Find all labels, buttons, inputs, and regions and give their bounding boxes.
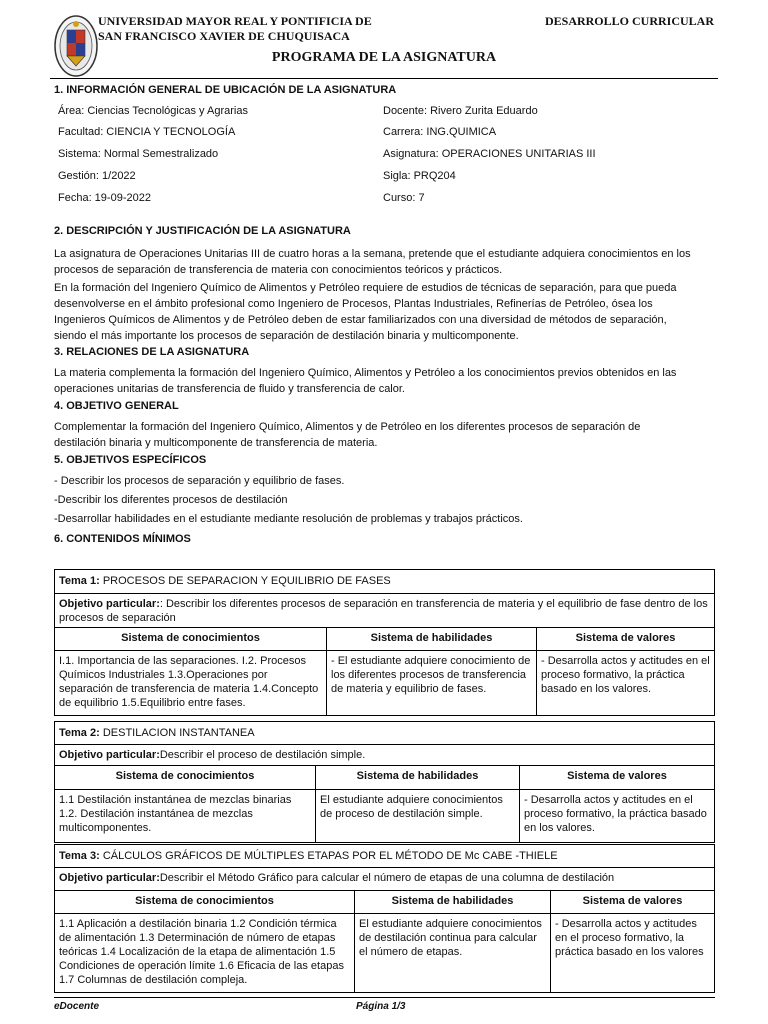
column-header-valores: Sistema de valores bbox=[575, 632, 676, 644]
topic-3-title-row bbox=[55, 845, 714, 868]
section-4-title: 4. OBJETIVO GENERAL bbox=[54, 400, 179, 412]
info-curso: Curso: 7 bbox=[383, 192, 425, 204]
university-line-2: SAN FRANCISCO XAVIER DE CHUQUISACA bbox=[98, 29, 350, 43]
topic-label: Tema 2: bbox=[59, 727, 100, 739]
valores-cell: - Desarrolla actos y actitudes en el proceso formativo, la práctica basado en los valores. bbox=[541, 655, 710, 695]
topic-2-table bbox=[54, 721, 715, 843]
text-line: La materia complementa la formación del Ingeniero Químico, Alimentos y Petróleo a los conocimientos previos obtenidos en las bbox=[54, 367, 677, 379]
info-asignatura: Asignatura: OPERACIONES UNITARIAS III bbox=[383, 148, 596, 160]
specific-objective-item: -Describir los diferentes procesos de destilación bbox=[54, 494, 288, 506]
valores-cell: - Desarrolla actos y actitudes en el proceso formativo, la práctica basado en los valores. bbox=[524, 794, 707, 834]
topic-2-title-row bbox=[55, 722, 714, 745]
objective-label: Objetivo particular: bbox=[59, 872, 160, 884]
text-line: siendo el más importante los procesos de separación de destilación binaria y multicomponente. bbox=[54, 330, 519, 342]
topic-name: CÁLCULOS GRÁFICOS DE MÚLTIPLES ETAPAS POR EL MÉTODO DE Mc CABE -THIELE bbox=[102, 850, 558, 862]
section-2-title: 2. DESCRIPCIÓN Y JUSTIFICACIÓN DE LA ASIGNATURA bbox=[54, 225, 351, 237]
info-docente: Docente: Rivero Zurita Eduardo bbox=[383, 105, 538, 117]
column-header-conocimientos: Sistema de conocimientos bbox=[55, 628, 327, 650]
conocimientos-cell: 1.1 Aplicación a destilación binaria 1.2 Condición térmica de alimentación 1.3 Determinación de número de etapas teóricas 1.4 Localización de la etapa de alimentación 1.5 Condiciones de operación límite 1.6 Eficacia de las etapas 1.7 Columnas de destilación compleja. bbox=[55, 914, 355, 992]
topic-label: Tema 1: bbox=[59, 575, 100, 587]
text-line: La asignatura de Operaciones Unitarias III de cuatro horas a la semana, pretende que el estudiante adquiera conocimientos en los bbox=[54, 248, 691, 260]
info-carrera: Carrera: ING.QUIMICA bbox=[383, 126, 497, 138]
column-header-habilidades: Sistema de habilidades bbox=[316, 766, 520, 789]
topic-3-objective-row bbox=[55, 868, 714, 891]
university-seal-icon bbox=[54, 14, 98, 78]
topic-1-title-row bbox=[55, 570, 714, 594]
topic-name: PROCESOS DE SEPARACION Y EQUILIBRIO DE FASES bbox=[102, 575, 391, 587]
column-header-conocimientos: Sistema de conocimientos bbox=[55, 891, 355, 913]
text-line: Ingenieros Químicos de Alimentos y de Petróleo deben de estar familiarizados con una diversidad de métodos de separación, bbox=[54, 314, 667, 326]
topic-2-header-row bbox=[55, 766, 714, 790]
info-sistema: Sistema: Normal Semestralizado bbox=[58, 148, 219, 160]
department-label: DESARROLLO CURRICULAR bbox=[544, 14, 714, 28]
description-paragraph-2 bbox=[54, 280, 715, 344]
topic-1-content-row bbox=[55, 651, 714, 715]
text-line: En la formación del Ingeniero Químico de Alimentos y Petróleo requiere de estudios de técnicas de separación, para que pueda bbox=[54, 282, 677, 294]
info-fecha: Fecha: 19-09-2022 bbox=[58, 192, 151, 204]
footer-divider bbox=[54, 997, 715, 998]
conocimientos-cell: 1.1 Destilación instantánea de mezclas binarias 1.2. Destilación instantánea de mezclas multicomponentes. bbox=[55, 790, 316, 842]
valores-cell: - Desarrolla actos y actitudes en el proceso formativo, la práctica basado en los valores bbox=[555, 918, 704, 958]
page-header bbox=[50, 10, 718, 82]
topic-2-objective-row bbox=[55, 745, 714, 766]
objective-text: Describir el proceso de destilación simple. bbox=[159, 749, 366, 761]
column-header-conocimientos: Sistema de conocimientos bbox=[55, 766, 316, 789]
text-line: Complementar la formación del Ingeniero Químico, Alimentos y de Petróleo en los diferentes procesos de separación de bbox=[54, 421, 641, 433]
section-5-title: 5. OBJETIVOS ESPECÍFICOS bbox=[54, 454, 207, 466]
text-line: operaciones unitarias de transferencia de fluido y transferencia de calor. bbox=[54, 383, 405, 395]
info-gestion: Gestión: 1/2022 bbox=[58, 170, 136, 182]
relations-paragraph bbox=[54, 365, 715, 397]
objective-text: Describir el Método Gráfico para calcular el número de etapas de una columna de destilación bbox=[159, 872, 615, 884]
topic-3-content-row bbox=[55, 914, 714, 992]
topic-label: Tema 3: bbox=[59, 850, 100, 862]
habilidades-cell: - El estudiante adquiere conocimiento de los diferentes procesos de transferencia de materia y equilibrio de fases. bbox=[327, 651, 537, 715]
page-title: PROGRAMA DE LA ASIGNATURA bbox=[271, 50, 497, 65]
topic-3-table bbox=[54, 844, 715, 993]
info-area: Área: Ciencias Tecnológicas y Agrarias bbox=[58, 105, 248, 117]
objective-label: Objetivo particular: bbox=[59, 749, 160, 761]
info-facultad: Facultad: CIENCIA Y TECNOLOGÍA bbox=[58, 126, 236, 138]
section-3-title: 3. RELACIONES DE LA ASIGNATURA bbox=[54, 346, 250, 358]
description-paragraph-1 bbox=[54, 246, 715, 278]
header-divider bbox=[50, 78, 718, 79]
column-header-habilidades: Sistema de habilidades bbox=[327, 628, 537, 650]
page-number: Página 1/3 bbox=[356, 1001, 406, 1012]
section-1-title: 1. INFORMACIÓN GENERAL DE UBICACIÓN DE LA ASIGNATURA bbox=[54, 84, 397, 96]
text-line: destilación binaria y multicomponente de transferencia de materia. bbox=[54, 437, 378, 449]
habilidades-cell: El estudiante adquiere conocimientos de destilación continua para calcular el número de etapas. bbox=[355, 914, 551, 992]
text-line: desenvolverse en el ámbito profesional como Ingeniero de Procesos, Plantas Industriales, Refinerías de Petróleo, ósea los bbox=[54, 298, 653, 310]
column-header-valores: Sistema de valores bbox=[567, 770, 667, 782]
topic-1-table bbox=[54, 569, 715, 716]
section-6-title: 6. CONTENIDOS MÍNIMOS bbox=[54, 533, 191, 545]
university-line-1: UNIVERSIDAD MAYOR REAL Y PONTIFICIA DE bbox=[98, 14, 372, 28]
column-header-habilidades: Sistema de habilidades bbox=[355, 891, 551, 913]
topic-1-objective-row bbox=[55, 594, 714, 628]
text-line: procesos de separación de transferencia de materia con conocimientos teóricos y prácticos. bbox=[54, 264, 503, 276]
general-objective-paragraph bbox=[54, 419, 715, 451]
info-sigla: Sigla: PRQ204 bbox=[383, 170, 456, 182]
column-header-valores: Sistema de valores bbox=[582, 895, 683, 907]
objective-label: Objetivo particular: bbox=[59, 598, 160, 610]
university-name bbox=[98, 14, 372, 44]
specific-objective-item: -Desarrollar habilidades en el estudiante mediante resolución de problemas y trabajos prácticos. bbox=[54, 513, 523, 525]
topic-2-content-row bbox=[55, 790, 714, 842]
habilidades-cell: El estudiante adquiere conocimientos de proceso de destilación simple. bbox=[316, 790, 520, 842]
conocimientos-cell: I.1. Importancia de las separaciones. I.2. Procesos Químicos Industriales 1.3.Operaciones por separación de transferencia de materia 1.4.Concepto de equilibrio 1.5.Equilibrio entre fases. bbox=[55, 651, 327, 715]
objective-text: : Describir los diferentes procesos de separación en transferencia de materia y el equilibrio de fase dentro de los procesos de separación bbox=[59, 598, 708, 624]
topic-1-header-row bbox=[55, 628, 714, 651]
footer-brand: eDocente bbox=[54, 1001, 100, 1012]
topic-3-header-row bbox=[55, 891, 714, 914]
topic-name: DESTILACION INSTANTANEA bbox=[102, 727, 255, 739]
specific-objective-item: - Describir los procesos de separación y equilibrio de fases. bbox=[54, 475, 345, 487]
